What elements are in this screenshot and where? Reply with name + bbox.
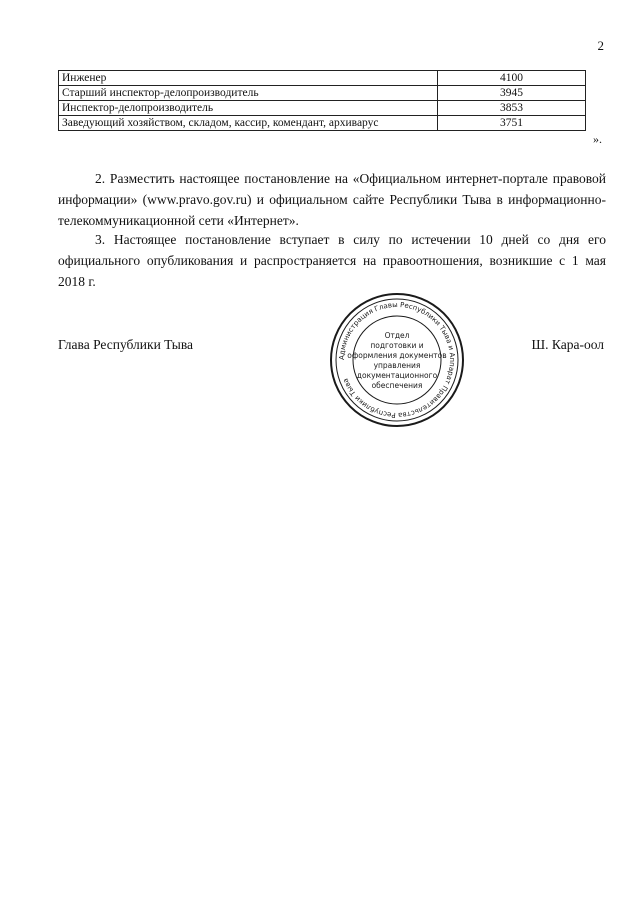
salary-cell: 3751: [438, 116, 586, 131]
table-row: [59, 71, 586, 86]
salary-cell: 3853: [438, 101, 586, 116]
position-cell: Старший инспектор-делопроизводитель: [59, 86, 438, 101]
table-row: [59, 116, 586, 131]
position-cell: Инженер: [59, 71, 438, 86]
table-row: [59, 101, 586, 116]
svg-text:управления: управления: [373, 361, 421, 370]
position-cell: Инспектор-делопроизводитель: [59, 101, 438, 116]
paragraph-effective-date: 3. Настоящее постановление вступает в силу по истечении 10 дней со дня его официального опубликования и распространяется на правоотношения, возникшие с 1 мая 2018 г.: [58, 232, 606, 289]
salary-cell: 4100: [438, 71, 586, 86]
page-number: 2: [597, 38, 604, 53]
signatory-name: Ш. Кара-оол: [531, 337, 604, 352]
svg-text:обеспечения: обеспечения: [371, 381, 423, 390]
table-row: [59, 86, 586, 101]
table-closing-quote: ».: [593, 132, 602, 146]
svg-text:оформления документов: оформления документов: [347, 351, 447, 360]
position-cell: Заведующий хозяйством, складом, кассир, комендант, архиварус: [59, 116, 438, 131]
signatory-title: Глава Республики Тыва: [58, 337, 194, 352]
salary-table: [58, 70, 586, 131]
svg-text:подготовки и: подготовки и: [370, 341, 424, 350]
paragraph-publication: 2. Разместить настоящее постановление на «Официальном интернет-портале правовой информации» (www.pravo.gov.ru) и официальном сайте Республики Тыва в информационно-телекоммуникационной сети «Интернет».: [58, 171, 606, 228]
svg-text:документационного: документационного: [356, 371, 438, 380]
salary-cell: 3945: [438, 86, 586, 101]
stamp-center-text: [347, 331, 446, 390]
official-stamp: [327, 290, 467, 430]
svg-text:Отдел: Отдел: [384, 331, 410, 340]
stamp-ring-text: Администрация Главы Республики Тыва и Аппарат Правительства Республики Тыва: [337, 300, 457, 420]
